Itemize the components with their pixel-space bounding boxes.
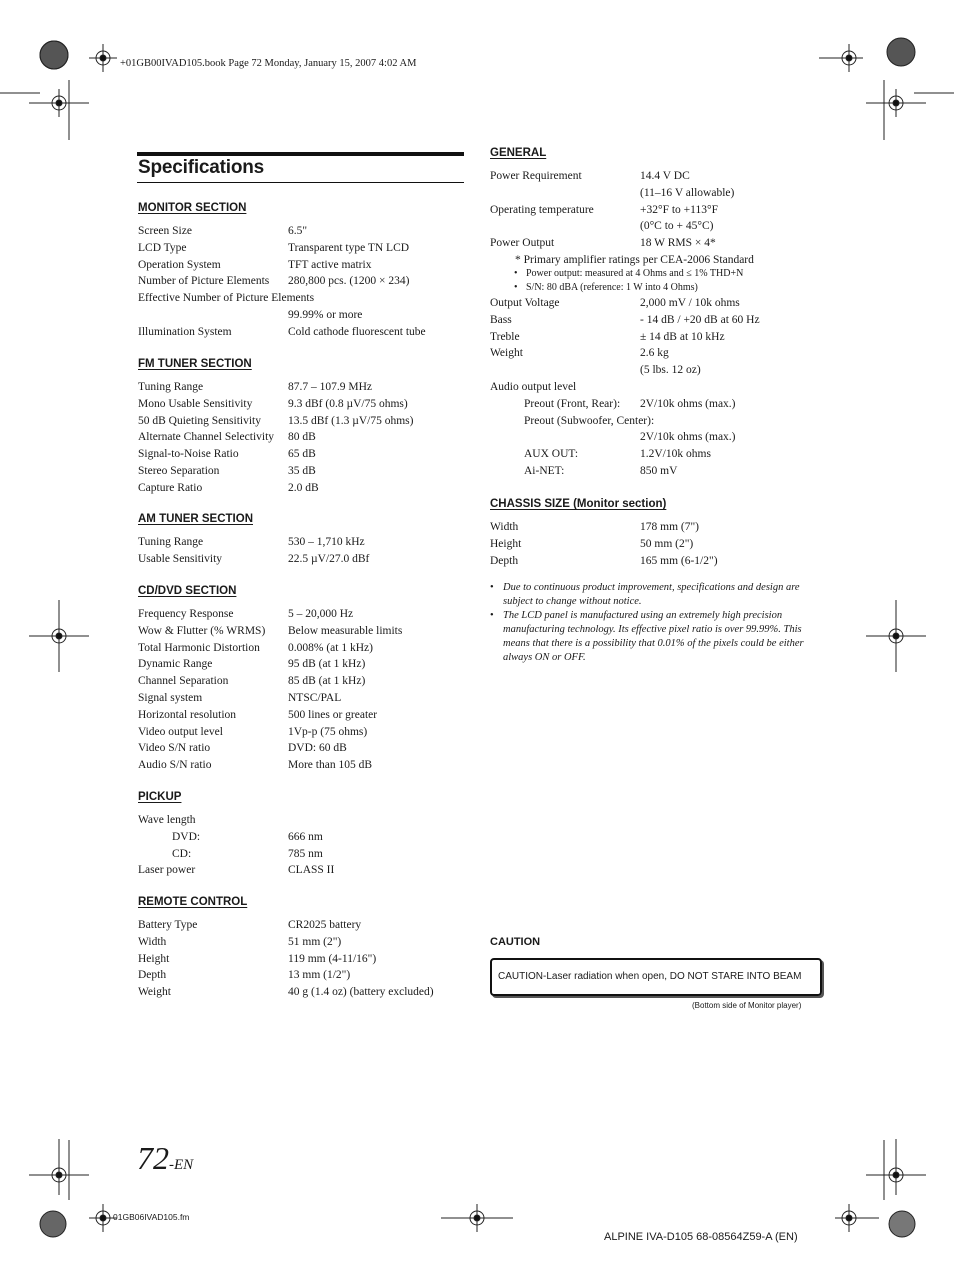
spec-label: AUX OUT: [524, 448, 579, 461]
spec-label: DVD: [172, 830, 201, 843]
caution-heading: CAUTION [490, 936, 541, 948]
spec-label: Alternate Channel Selectivity [138, 431, 275, 444]
spec-label: LCD Type [138, 241, 187, 254]
spec-label: Audio output level [490, 380, 577, 393]
spec-value: 65 dB [288, 448, 316, 461]
page-number-suffix: -EN [169, 1157, 194, 1173]
spec-value: 0.008% (at 1 kHz) [288, 641, 373, 654]
spec-label: Effective Number of Picture Elements [138, 292, 315, 305]
spec-value: 99.99% or more [288, 308, 363, 321]
crosshair-mark [441, 1204, 513, 1232]
spec-label: Frequency Response [138, 608, 234, 620]
spec-value: 500 lines or greater [288, 708, 378, 721]
spec-value: 85 dB (at 1 kHz) [288, 675, 366, 688]
page-number-value: 72 [137, 1140, 169, 1176]
spec-value: More than 105 dB [288, 759, 373, 772]
spec-value: 1.2V/10k ohms [640, 448, 711, 461]
spec-label: Depth [138, 969, 167, 982]
spec-label: Operation System [138, 258, 221, 271]
starburst-mark [40, 1211, 66, 1237]
general-heading: GENERAL [490, 147, 547, 159]
section-heading: REMOTE CONTROL [138, 896, 248, 908]
spec-label: Depth [490, 554, 519, 567]
spec-value: 40 g (1.4 oz) (battery excluded) [288, 986, 434, 999]
spec-value: 6.5" [288, 225, 308, 237]
spec-label: Illumination System [138, 325, 232, 338]
spec-value: 280,800 pcs. (1200 × 234) [288, 275, 410, 288]
spec-value: 666 nm [288, 830, 323, 843]
spec-value: 5 – 20,000 Hz [288, 608, 354, 620]
spec-value: +32°F to +113°F [640, 203, 718, 216]
spec-label: Preout (Subwoofer, Center): [524, 414, 655, 427]
spec-value: ± 14 dB at 10 kHz [640, 330, 725, 343]
spec-label: Power Output [490, 237, 555, 250]
spec-label: Tuning Range [138, 536, 204, 548]
page-title: Specifications [138, 157, 265, 178]
spec-label: Signal system [138, 691, 203, 704]
footer-file-name: 01GB06IVAD105.fm [113, 1212, 190, 1222]
note-item: • Due to continuous product improvement, specifications and design are subject to change without notice. [490, 582, 800, 607]
spec-label: Bass [490, 313, 512, 326]
spec-label: Total Harmonic Distortion [138, 641, 260, 654]
spec-label: 50 dB Quieting Sensitivity [138, 414, 261, 427]
spec-value: 785 nm [288, 847, 323, 860]
spec-label: Number of Picture Elements [138, 275, 270, 288]
spec-value: 2,000 mV / 10k ohms [640, 296, 740, 309]
spec-label: Wow & Flutter (% WRMS) [138, 624, 266, 637]
spec-value: 9.3 dBf (0.8 µV/75 ohms) [288, 397, 408, 410]
section-heading: PICKUP [138, 791, 182, 803]
spec-label: Weight [490, 347, 523, 360]
spec-label: Channel Separation [138, 675, 229, 688]
section-heading: CD/DVD SECTION [138, 585, 237, 597]
spec-value: 850 mV [640, 464, 678, 477]
spec-label: Usable Sensitivity [138, 552, 223, 565]
spec-value: 178 mm (7") [640, 521, 699, 533]
chassis-heading: CHASSIS SIZE (Monitor section) [490, 498, 667, 510]
spec-value: 35 dB [288, 464, 316, 477]
spec-label: Laser power [138, 864, 196, 877]
spec-value: 2V/10k ohms (max.) [640, 397, 736, 410]
note-text: The LCD panel is manufactured using an extremely high precision manufacturing technology. Its effective pixel ratio is over 99.99%. This means that there is a possibility that 0.01% of the pixels could be either always ON or OFF. [503, 610, 804, 663]
spec-value: (0°C to + 45°C) [640, 220, 714, 233]
crosshair-mark [866, 600, 926, 672]
crosshair-mark [29, 600, 89, 672]
spec-value: 2.6 kg [640, 347, 669, 360]
crosshair-mark [89, 44, 117, 72]
section-heading: MONITOR SECTION [138, 202, 247, 214]
sn-bullet: • S/N: 80 dBA (reference: 1 W into 4 Ohms) [490, 281, 820, 295]
spec-label: CD: [172, 847, 192, 860]
spec-value: CLASS II [288, 864, 335, 877]
note-text: Due to continuous product improvement, specifications and design are subject to change without notice. [503, 582, 800, 607]
spec-label: Stereo Separation [138, 464, 220, 477]
crosshair-mark [29, 1139, 89, 1195]
spec-label: Height [138, 952, 170, 965]
starburst-mark [40, 41, 68, 69]
spec-value: 95 dB (at 1 kHz) [288, 658, 366, 671]
spec-value: 80 dB [288, 431, 316, 444]
crosshair-mark [866, 1139, 926, 1195]
spec-label: Width [138, 935, 167, 948]
power-rating-note: * Primary amplifier ratings per CEA-2006 Standard [515, 253, 754, 266]
spec-value: - 14 dB / +20 dB at 60 Hz [640, 313, 760, 326]
spec-value: NTSC/PAL [288, 691, 342, 704]
spec-value: CR2025 battery [288, 919, 362, 931]
spec-value: 50 mm (2") [640, 537, 694, 550]
starburst-mark [889, 1211, 915, 1237]
book-header-note: +01GB00IVAD105.book Page 72 Monday, January 15, 2007 4:02 AM [120, 58, 417, 69]
spec-label: Output Voltage [490, 296, 560, 309]
spec-value: Transparent type TN LCD [288, 241, 410, 254]
spec-value: 2.0 dB [288, 481, 319, 494]
spec-value: 51 mm (2") [288, 935, 342, 948]
spec-value: Below measurable limits [288, 624, 403, 637]
spec-label: Wave length [138, 814, 196, 826]
spec-value: DVD: 60 dB [288, 742, 347, 755]
spec-value: (5 lbs. 12 oz) [640, 364, 701, 377]
spec-label: Weight [138, 986, 171, 999]
spec-label: Tuning Range [138, 381, 204, 393]
spec-value: 530 – 1,710 kHz [288, 536, 365, 548]
section-heading: AM TUNER SECTION [138, 513, 253, 525]
spec-label: Horizontal resolution [138, 708, 237, 721]
section-heading: FM TUNER SECTION [138, 358, 252, 370]
spec-label: Mono Usable Sensitivity [138, 397, 253, 410]
spec-label: Dynamic Range [138, 658, 213, 671]
spec-label: Width [490, 521, 519, 533]
caution-label-box: CAUTION-Laser radiation when open, DO NOT STARE INTO BEAM [490, 958, 822, 996]
crosshair-mark [835, 1204, 879, 1232]
spec-value: (11–16 V allowable) [640, 186, 735, 199]
spec-value: 14.4 V DC [640, 170, 690, 182]
spec-value: 18 W RMS × 4* [640, 237, 716, 250]
spec-value: 22.5 µV/27.0 dBf [288, 552, 370, 565]
spec-value: 87.7 – 107.9 MHz [288, 381, 373, 393]
note-item: • The LCD panel is manufactured using an extremely high precision manufacturing technology. Its effective pixel ratio is over 99.99%. This means that there is a possibility that 0.01% of the pixels could be either always ON or OFF. [490, 610, 804, 663]
spec-label: Video S/N ratio [138, 742, 211, 755]
spec-label: Video output level [138, 725, 223, 738]
spec-label: Audio S/N ratio [138, 759, 212, 772]
crosshair-mark [819, 44, 863, 72]
spec-label: Preout (Front, Rear): [524, 397, 621, 410]
spec-value: 1Vp-p (75 ohms) [288, 725, 368, 738]
spec-value: 2V/10k ohms (max.) [640, 431, 736, 444]
spec-label: Power Requirement [490, 170, 582, 182]
spec-value: Cold cathode fluorescent tube [288, 325, 426, 338]
spec-label: Screen Size [138, 225, 192, 237]
spec-label: Height [490, 537, 522, 550]
spec-value: 13.5 dBf (1.3 µV/75 ohms) [288, 414, 414, 427]
spec-label: Ai-NET: [524, 464, 565, 477]
footer-model-line: ALPINE IVA-D105 68-08564Z59-A (EN) [604, 1231, 798, 1243]
spec-label: Battery Type [138, 919, 198, 931]
spec-label: Operating temperature [490, 203, 594, 216]
spec-value: 165 mm (6-1/2") [640, 554, 718, 567]
power-bullet: • Power output: measured at 4 Ohms and ≤ 1% THD+N [490, 267, 820, 281]
starburst-mark [887, 38, 915, 66]
caution-caption: (Bottom side of Monitor player) [692, 1001, 802, 1010]
crosshair-mark [89, 1204, 117, 1232]
spec-label: Treble [490, 330, 520, 343]
spec-value: TFT active matrix [288, 258, 372, 271]
spec-label: Signal-to-Noise Ratio [138, 448, 239, 461]
spec-value: 13 mm (1/2") [288, 969, 351, 982]
spec-value: 119 mm (4-11/16") [288, 952, 377, 965]
spec-label: Capture Ratio [138, 481, 203, 494]
